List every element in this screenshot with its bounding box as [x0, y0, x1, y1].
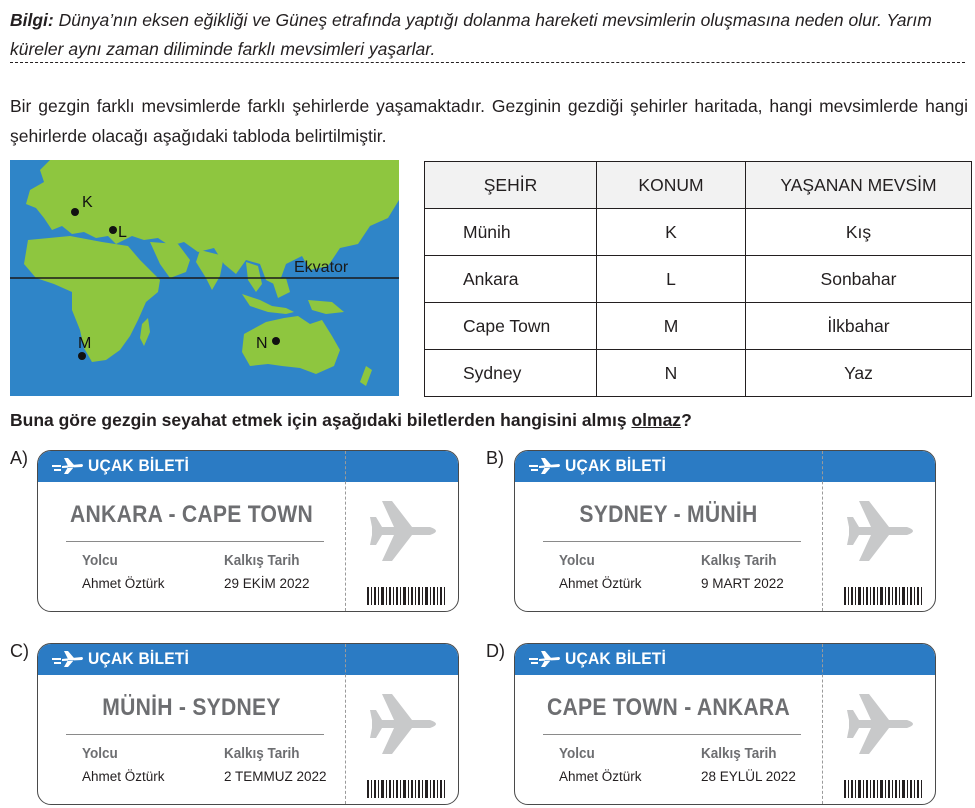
ticket-route: [56, 501, 326, 529]
ticket-option-d[interactable]: [514, 643, 936, 805]
route-separator: -: [684, 694, 692, 721]
route-to: CAPE TOWN: [181, 501, 313, 528]
point-l-label: L: [118, 224, 127, 241]
route-to: MÜNİH: [687, 501, 758, 528]
cell-city: Ankara: [425, 256, 597, 303]
option-d-letter[interactable]: D): [486, 641, 505, 661]
cell-season: İlkbahar: [746, 303, 972, 350]
option-b-letter[interactable]: B): [486, 448, 504, 468]
route-to: ANKARA: [696, 694, 790, 721]
route-from: MÜNİH: [102, 694, 173, 721]
question-after: ?: [681, 410, 692, 430]
cell-season: Kış: [746, 209, 972, 256]
airplane-icon: [529, 650, 561, 668]
ticket-route: [56, 694, 326, 722]
option-c-letter[interactable]: C): [10, 641, 29, 661]
cell-location: M: [597, 303, 746, 350]
cell-location: L: [597, 256, 746, 303]
cell-city: Cape Town: [425, 303, 597, 350]
table-header-row: [425, 162, 972, 209]
ticket-title: UÇAK BİLETİ: [565, 649, 667, 668]
cell-season: Sonbahar: [746, 256, 972, 303]
perforation: [822, 451, 823, 611]
point-n-label: N: [256, 335, 268, 352]
barcode-graphic: [844, 587, 924, 605]
point-k: [71, 208, 79, 216]
question-text: [10, 410, 692, 431]
passenger-label: Yolcu: [559, 745, 595, 762]
city-season-table: [424, 161, 972, 397]
plane-icon: [847, 501, 919, 561]
option-a-letter[interactable]: A): [10, 448, 28, 468]
info-text: Dünya’nın eksen eğikliği ve Güneş etrafında yaptığı dolanma hareketi mevsimlerin oluşmasına neden olur. Yarım küreler aynı zaman diliminde farklı mevsimleri yaşarlar.: [10, 10, 932, 59]
route-separator: -: [673, 501, 681, 528]
cell-city: Münih: [425, 209, 597, 256]
cell-season: Yaz: [746, 350, 972, 397]
question-emphasis: olmaz: [631, 410, 682, 430]
ticket-option-b[interactable]: [514, 450, 936, 612]
point-n: [272, 337, 280, 345]
date-label: Kalkış Tarih: [224, 552, 300, 569]
departure-date: 2 TEMMUZ 2022: [224, 769, 327, 784]
date-label: Kalkış Tarih: [701, 552, 777, 569]
perforation: [822, 644, 823, 804]
header-city: ŞEHİR: [425, 162, 597, 209]
route-from: ANKARA: [70, 501, 163, 528]
route-to: SYDNEY: [192, 694, 281, 721]
perforation: [345, 451, 346, 611]
point-m-label: M: [78, 335, 92, 352]
cell-location: K: [597, 209, 746, 256]
world-map: [10, 160, 399, 396]
airplane-icon: [529, 457, 561, 475]
route-from: CAPE TOWN: [547, 694, 679, 721]
perforation: [345, 644, 346, 804]
route-separator: -: [168, 501, 176, 528]
cell-city: Sydney: [425, 350, 597, 397]
info-label: Bilgi:: [10, 10, 54, 30]
date-label: Kalkış Tarih: [224, 745, 300, 762]
passenger-name: Ahmet Öztürk: [559, 769, 642, 784]
ticket-title: UÇAK BİLETİ: [88, 649, 190, 668]
passenger-label: Yolcu: [82, 745, 118, 762]
departure-date: 28 EYLÜL 2022: [701, 769, 796, 784]
ticket-divider: [543, 541, 801, 542]
ticket-route: [533, 501, 803, 529]
table-row: [425, 303, 972, 350]
cell-location: N: [597, 350, 746, 397]
ticket-divider: [66, 734, 324, 735]
table-row: [425, 209, 972, 256]
ticket-option-c[interactable]: [37, 643, 459, 805]
passenger-label: Yolcu: [82, 552, 118, 569]
passenger-name: Ahmet Öztürk: [82, 576, 165, 591]
airplane-icon: [52, 457, 84, 475]
table-row: [425, 350, 972, 397]
ticket-title: UÇAK BİLETİ: [88, 456, 190, 475]
intro-paragraph: Bir gezgin farklı mevsimlerde farklı şehirlerde yaşamaktadır. Gezginin gezdiği şehirler haritada, hangi mevsimlerde hangi şehirlerde olacağı aşağıdaki tabloda belirtilmiştir.: [10, 96, 968, 146]
point-k-label: K: [82, 194, 93, 211]
ticket-divider: [543, 734, 801, 735]
barcode-graphic: [367, 780, 447, 798]
barcode-graphic: [844, 780, 924, 798]
route-from: SYDNEY: [579, 501, 668, 528]
passenger-label: Yolcu: [559, 552, 595, 569]
plane-icon: [370, 501, 442, 561]
departure-date: 9 MART 2022: [701, 576, 784, 591]
airplane-icon: [52, 650, 84, 668]
point-l: [109, 226, 117, 234]
table-row: [425, 256, 972, 303]
departure-date: 29 EKİM 2022: [224, 576, 310, 591]
ticket-divider: [66, 541, 324, 542]
world-map-svg: [10, 160, 399, 396]
point-m: [78, 352, 86, 360]
plane-icon: [370, 694, 442, 754]
ticket-title: UÇAK BİLETİ: [565, 456, 667, 475]
header-season: YAŞANAN MEVSİM: [746, 162, 972, 209]
passenger-name: Ahmet Öztürk: [82, 769, 165, 784]
ticket-route: [533, 694, 803, 722]
equator-label: Ekvator: [294, 259, 349, 276]
date-label: Kalkış Tarih: [701, 745, 777, 762]
info-paragraph: [10, 6, 968, 64]
barcode-graphic: [367, 587, 447, 605]
header-location: KONUM: [597, 162, 746, 209]
route-separator: -: [178, 694, 187, 721]
dashed-divider: [10, 62, 965, 64]
question-before: Buna göre gezgin seyahat etmek için aşağıdaki biletlerden hangisini almış: [10, 410, 632, 430]
passenger-name: Ahmet Öztürk: [559, 576, 642, 591]
plane-icon: [847, 694, 919, 754]
ticket-option-a[interactable]: [37, 450, 459, 612]
